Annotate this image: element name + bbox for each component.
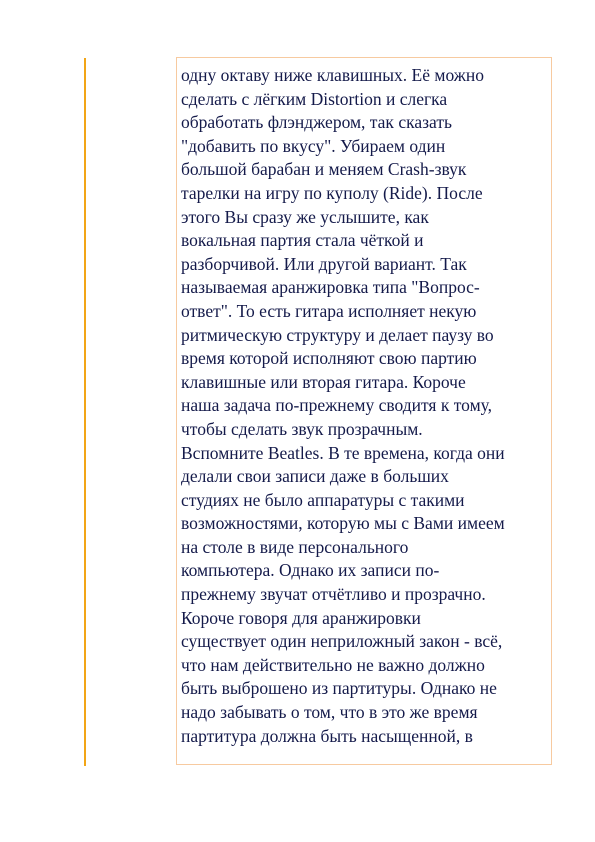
body-line: этого Вы сразу же услышите, как xyxy=(181,206,429,227)
body-line: ритмическую структуру и делает паузу во xyxy=(181,324,494,345)
body-line: делали свои записи даже в больших xyxy=(181,466,449,487)
body-line: что нам действительно не важно должно xyxy=(181,654,485,675)
margin-rule xyxy=(84,58,86,766)
text-frame xyxy=(176,57,552,765)
body-line: клавишные или вторая гитара. Короче xyxy=(181,371,466,392)
body-line: партитура должна быть насыщенной, в xyxy=(181,725,473,746)
body-line: называемая аранжировка типа "Вопрос- xyxy=(181,277,480,298)
body-line: вокальная партия стала чёткой и xyxy=(181,230,424,251)
body-line: возможностями, которую мы с Вами имеем xyxy=(181,513,505,534)
body-line: существует один неприложный закон - всё, xyxy=(181,631,503,652)
body-line: Вспомните Beatles. В те времена, когда они xyxy=(181,442,505,463)
body-line: компьютера. Однако их записи по- xyxy=(181,560,440,581)
body-line: чтобы сделать звук прозрачным. xyxy=(181,418,423,439)
body-line: сделать с лёгким Distortion и слегка xyxy=(181,88,448,109)
body-line: обработать флэнджером, так сказать xyxy=(181,112,452,133)
body-line: большой барабан и меняем Crash-звук xyxy=(181,159,467,180)
body-line: разборчивой. Или другой вариант. Так xyxy=(181,253,467,274)
body-line: наша задача по-прежнему сводитя к тому, xyxy=(181,395,493,416)
body-line: ответ". То есть гитара исполняет некую xyxy=(181,300,477,321)
body-line: прежнему звучат отчётливо и прозрачно. xyxy=(181,584,486,605)
body-line: быть выброшено из партитуры. Однако не xyxy=(181,678,497,699)
body-line: на столе в виде персонального xyxy=(181,536,409,557)
body-line: Короче говоря для аранжировки xyxy=(181,607,421,628)
body-line: надо забывать о том, что в это же время xyxy=(181,702,478,723)
body-line: тарелки на игру по куполу (Ride). После xyxy=(181,182,483,203)
body-line: время которой исполняют свою партию xyxy=(181,348,477,369)
body-line: студиях не было аппаратуры с такими xyxy=(181,489,465,510)
body-line: "добавить по вкусу". Убираем один xyxy=(181,135,446,156)
body-line: одну октаву ниже клавишных. Её можно xyxy=(181,65,484,85)
